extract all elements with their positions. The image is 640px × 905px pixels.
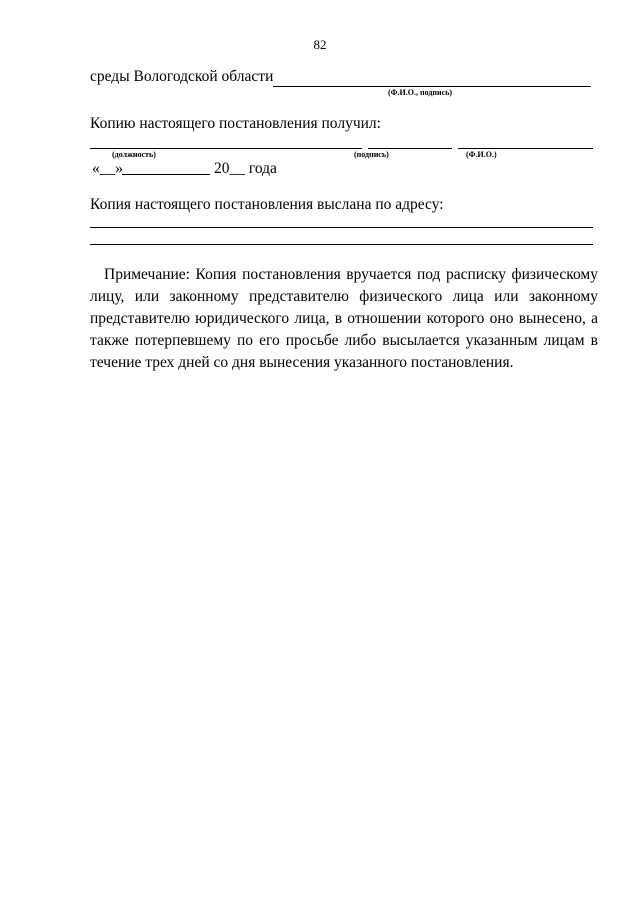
fio-signature-line — [273, 86, 591, 87]
fio-caption: (Ф.И.О.) — [466, 150, 497, 159]
fio-line — [458, 148, 593, 149]
signature-intro-text: среды Вологодской области — [90, 68, 274, 85]
receipt-heading: Копию настоящего постановления получил: — [90, 115, 381, 132]
position-line — [90, 148, 362, 149]
note-text: Примечание: Копия постановления вручается под расписку физическому лицу, или законному представителю физического лица или законному представителю юридического лица, в отношении которого оно вынесено, а также потерпевшему по его просьбе либо высылается указанным лицам в течение трех дней со дня вынесения указанного постановления. — [90, 266, 598, 371]
date-day-field: «__» — [92, 160, 123, 177]
date-year-field: 20__ года — [214, 160, 277, 177]
address-heading: Копия настоящего постановления выслана по адресу: — [90, 196, 444, 213]
fio-signature-caption: (Ф.И.О., подпись) — [388, 88, 453, 97]
position-caption: (должность) — [112, 150, 156, 159]
signature-caption: (подпись) — [354, 150, 389, 159]
address-line-2 — [90, 244, 593, 245]
signature-line — [368, 148, 452, 149]
date-month-line — [122, 174, 210, 175]
note-paragraph — [90, 264, 598, 374]
address-line-1 — [90, 227, 593, 228]
page-number: 82 — [313, 37, 327, 52]
